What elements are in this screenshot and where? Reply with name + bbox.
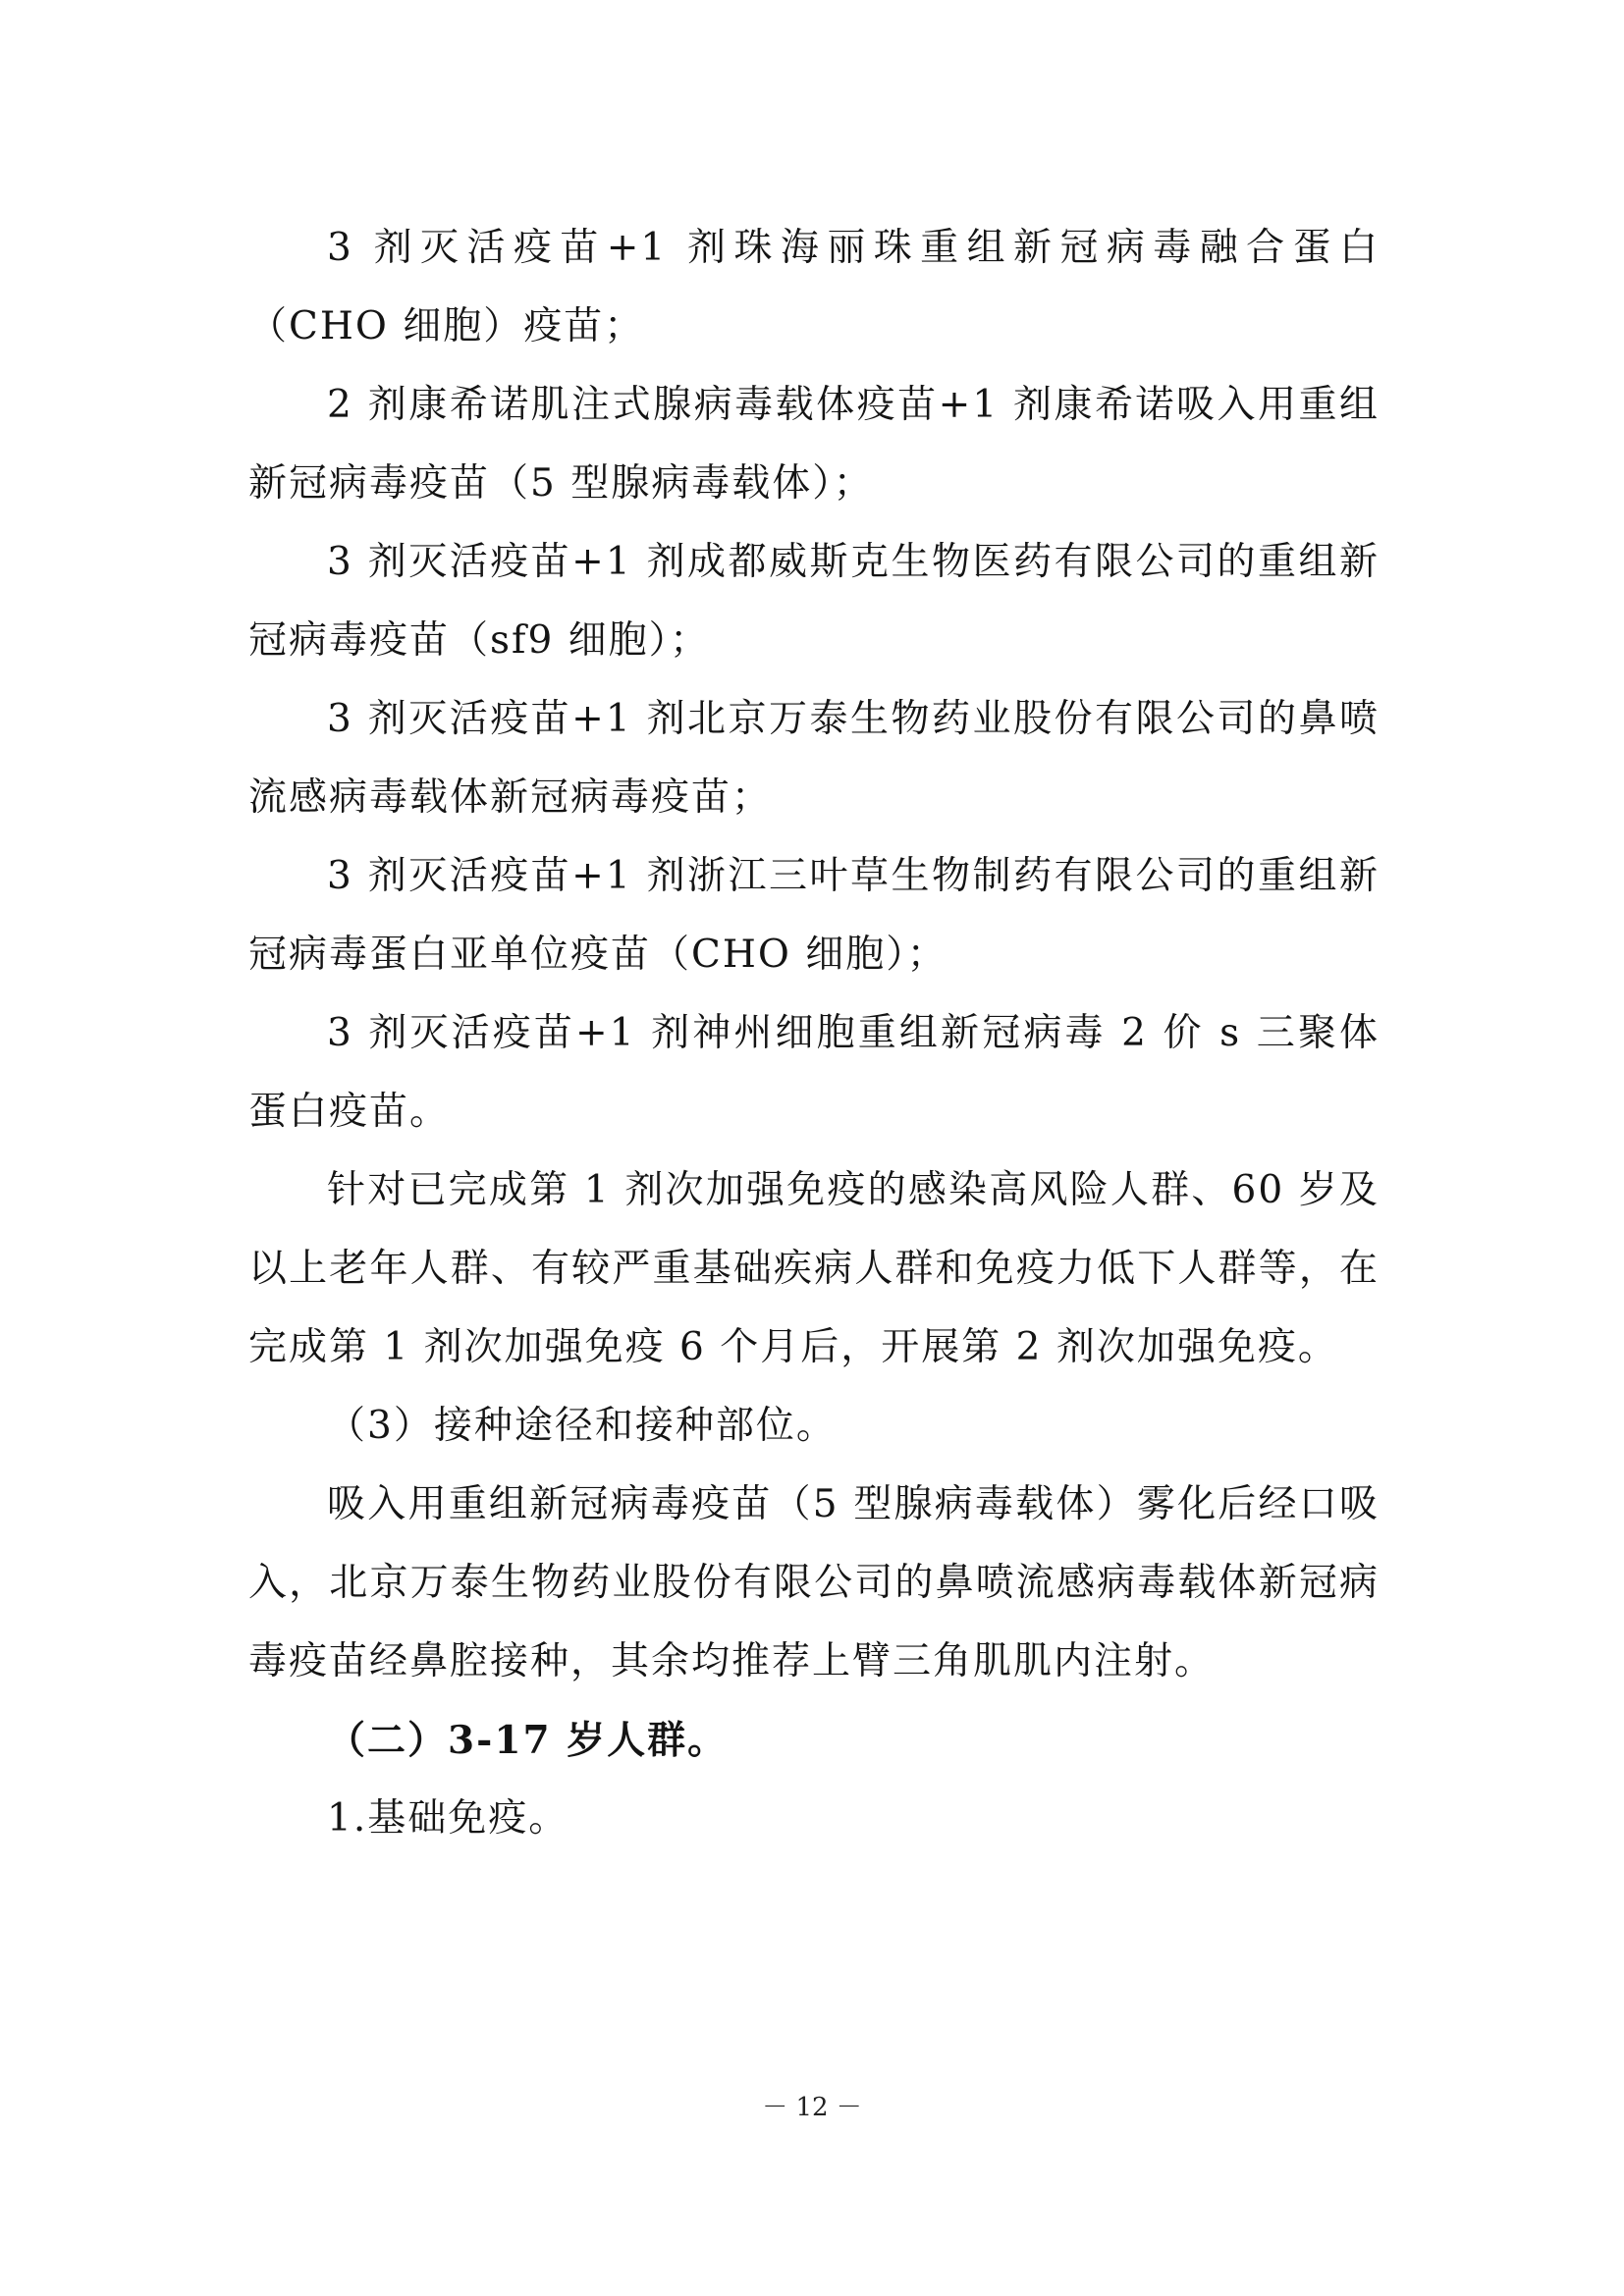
section-heading-3-17: （二）3-17 岁人群。 bbox=[327, 1718, 729, 1763]
body-text bbox=[248, 209, 1380, 1858]
paragraph-booster-combo-sinocelltech: 3 剂灭活疫苗+1 剂神州细胞重组新冠病毒 2 价 s 三聚体蛋白疫苗。 bbox=[248, 1011, 1380, 1134]
paragraph-booster-combo-clover: 3 剂灭活疫苗+1 剂浙江三叶草生物制药有限公司的重组新冠病毒蛋白亚单位疫苗（CHO 细胞）； bbox=[248, 854, 1380, 977]
paragraph-booster-combo-wantai: 3 剂灭活疫苗+1 剂北京万泰生物药业股份有限公司的鼻喷流感病毒载体新冠病毒疫苗； bbox=[248, 697, 1380, 820]
page-number: － 12 － bbox=[762, 2093, 862, 2122]
paragraph-route-heading: （3）接种途径和接种部位。 bbox=[327, 1404, 837, 1448]
subsection-heading-basic-immunization: 1.基础免疫。 bbox=[327, 1796, 569, 1841]
paragraph-booster-combo-lizhu: 3 剂灭活疫苗+1 剂珠海丽珠重组新冠病毒融合蛋白（CHO 细胞）疫苗； bbox=[248, 226, 1380, 348]
paragraph-route-details: 吸入用重组新冠病毒疫苗（5 型腺病毒载体）雾化后经口吸入，北京万泰生物药业股份有限公司的鼻喷流感病毒载体新冠病毒疫苗经鼻腔接种，其余均推荐上臂三角肌肌内注射。 bbox=[248, 1482, 1380, 1683]
paragraph-booster-combo-cansino: 2 剂康希诺肌注式腺病毒载体疫苗+1 剂康希诺吸入用重组新冠病毒疫苗（5 型腺病毒载体）； bbox=[248, 383, 1380, 506]
paragraph-second-booster: 针对已完成第 1 剂次加强免疫的感染高风险人群、60 岁及以上老年人群、有较严重基础疾病人群和免疫力低下人群等，在完成第 1 剂次加强免疫 6 个月后，开展第 2 剂次加强免疫。 bbox=[248, 1168, 1380, 1369]
paragraph-booster-combo-westvac: 3 剂灭活疫苗+1 剂成都威斯克生物医药有限公司的重组新冠病毒疫苗（sf9 细胞）； bbox=[248, 540, 1380, 663]
